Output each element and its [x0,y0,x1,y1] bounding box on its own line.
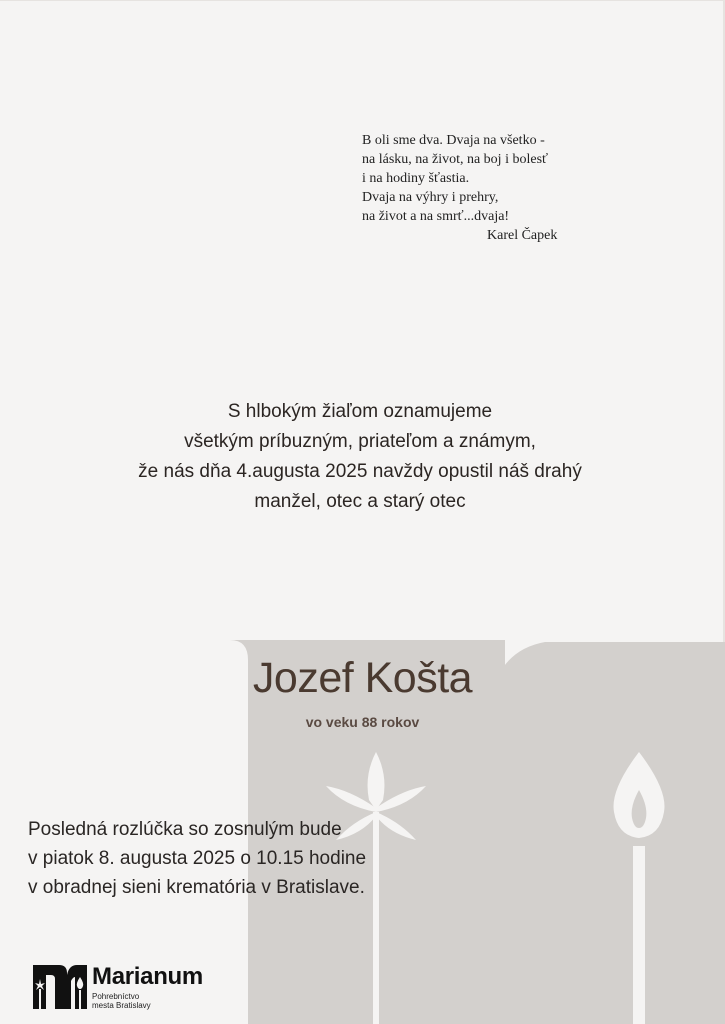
farewell-line: v piatok 8. augusta 2025 o 10.15 hodine [28,848,367,869]
marianum-logo-icon [33,965,87,1009]
poem-line: i na hodiny šťastia. [362,171,470,186]
logo-name: Marianum [92,963,203,990]
poem-line: Dvaja na výhry i prehry, [362,190,499,205]
announcement-text [60,397,660,517]
logo-subtitle-line: Pohrebníctvo [92,992,140,1001]
deceased-name: Jozef Košta [252,654,473,702]
announcement-line: všetkým príbuzným, priateľom a známym, [184,431,536,452]
poem-line: na život a na smrť...dvaja! [362,209,510,224]
logo-subtitle [92,992,151,1010]
farewell-line: v obradnej sieni krematória v Bratislave. [28,877,365,898]
poem-author: Karel Čapek [487,228,558,243]
farewell-details [28,815,548,902]
poem-line: B oli sme dva. Dvaja na všetko - [362,133,545,148]
announcement-line: S hlbokým žiaľom oznamujeme [227,401,493,422]
poem-quote [362,131,662,245]
announcement-line: že nás dňa 4.augusta 2025 navždy opustil náš drahý [138,461,582,482]
deceased-age: vo veku 88 rokov [305,714,420,730]
poem-line: na lásku, na život, na boj i bolesť [362,152,548,167]
marianum-logo [33,963,273,1011]
announcement-line: manžel, otec a starý otec [254,491,466,512]
logo-subtitle-line: mesta Bratislavy [92,1001,151,1010]
farewell-line: Posledná rozlúčka so zosnulým bude [28,819,342,840]
